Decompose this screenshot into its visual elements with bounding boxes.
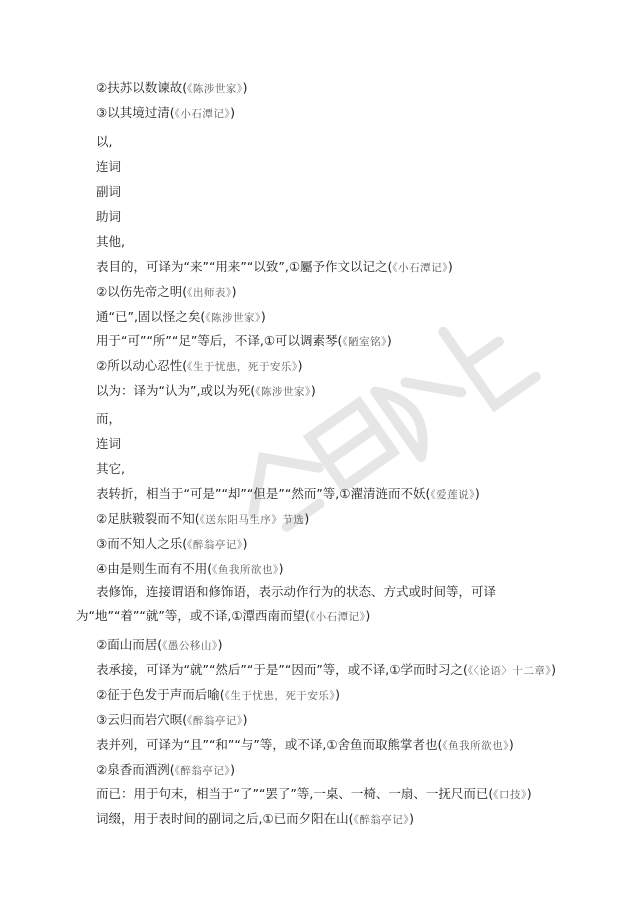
- text-line: 而，: [96, 411, 122, 426]
- text-line: ④由是则生而有不用(《鱼我所欲也》): [96, 561, 284, 576]
- text-line: 表转折，相当于“可是”“却”“但是”“然而”等,①濯清涟而不妖(《爱莲说》): [96, 486, 480, 501]
- text-line: ②所以动心忍性(《生于忧患，死于安乐》): [96, 358, 303, 373]
- text-line: 而已：用于句末，相当于“了”“罢了”等,一桌、一椅、一扇、一抚尺而已(《口技》): [96, 786, 532, 801]
- text-line: 通“已”,固以怪之矣(《陈涉世家》): [96, 309, 266, 324]
- text-line: 表修饰，连接谓语和修饰语，表示动作行为的状态、方式或时间等，可译为“地”“着”“就”等，或不译,①潭西南而望(《小石潭记》): [76, 584, 497, 623]
- text-line: 助词: [96, 209, 122, 224]
- text-line: ③以其境过清(《小石潭记》): [96, 105, 235, 120]
- text-line: 以为：译为“认为”,或以为死(《陈涉世家》): [96, 383, 316, 398]
- text-line: ③云归而岩穴暝(《醉翁亭记》): [96, 712, 248, 727]
- text-line: 副词: [96, 184, 122, 199]
- text-line: 表目的，可译为“来”“用来”“以致”,①屬予作文以记之(《小石潭记》): [96, 259, 453, 274]
- text-line: ②面山而居(《愚公移山》): [96, 637, 223, 652]
- text-line: ②扶苏以数谏故(《陈涉世家》): [96, 80, 248, 95]
- text-line: ③而不知人之乐(《醉翁亭记》): [96, 536, 248, 551]
- text-line: ②征于色发于声而后喻(《生于忧患，死于安乐》): [96, 687, 340, 702]
- text-line: ②泉香而酒洌(《醉翁亭记》): [96, 762, 235, 777]
- text-line: 以,: [96, 134, 113, 149]
- text-line: 表承接，可译为“就”“然后”“于是”“因而”等，或不译,①学而时习之(《〈论语〉十二章》): [96, 662, 557, 677]
- text-line: 连词: [96, 436, 122, 451]
- text-line: 表并列，可译为“且”“和”“与”等，或不译,①舍鱼而取熊掌者也(《鱼我所欲也》): [96, 737, 514, 752]
- text-line: 其它,: [96, 461, 125, 476]
- text-line: 词缀，用于表时间的副词之后,①已而夕阳在山(《醉翁亭记》): [96, 811, 414, 826]
- text-line: 连词: [96, 159, 122, 174]
- text-line: 其他,: [96, 234, 125, 249]
- text-line: ②以伤先帝之明(《出师表》): [96, 284, 237, 299]
- text-line: 用于“可”“所”“足”等后，不译,①可以调素琴(《陋室铭》): [96, 333, 392, 348]
- text-line: ②足肤皲裂而不知(《送东阳马生序》节选): [96, 511, 310, 526]
